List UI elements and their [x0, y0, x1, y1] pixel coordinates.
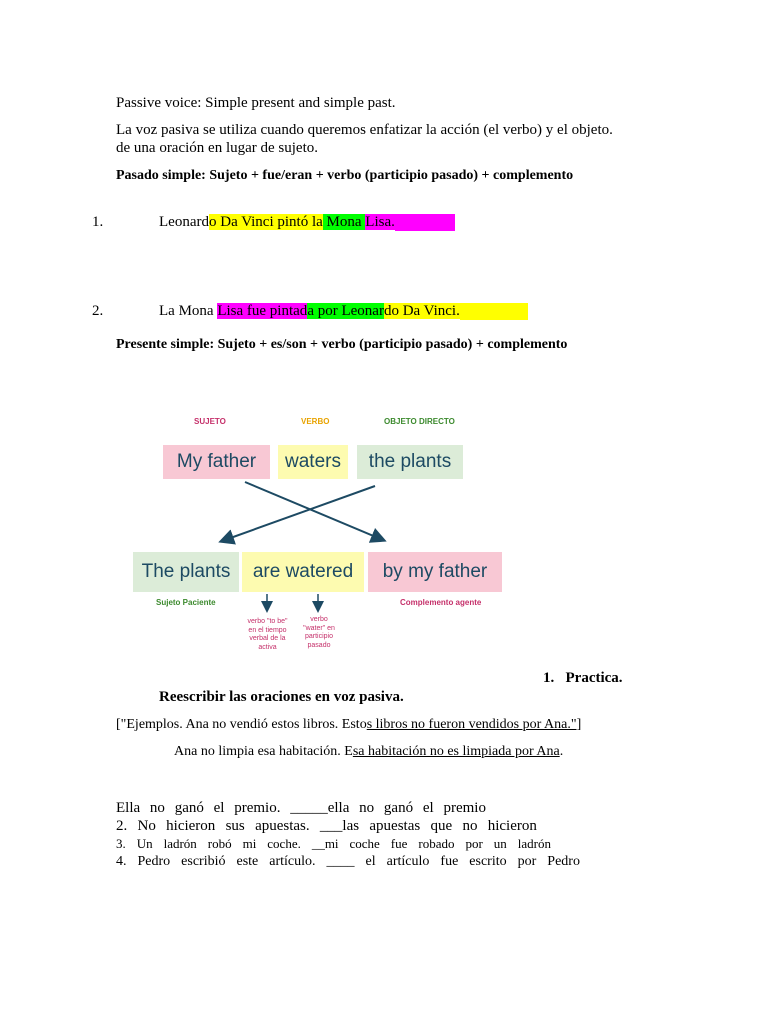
- box-the-plants: the plants: [357, 445, 463, 479]
- label-objeto-directo: OBJETO DIRECTO: [384, 417, 455, 426]
- note-water: verbo "water" en participio pasado: [303, 616, 335, 649]
- ex2-part-4: do Da Vinci.: [383, 303, 460, 319]
- note-to-be: verbo "to be" en el tiempo verbal de la activa: [247, 618, 288, 651]
- exercise-line-2: 2. No hicieron sus apuestas. ___las apuestas que no hicieron: [116, 818, 537, 834]
- practica-title: Practica.: [565, 670, 623, 686]
- ex2-part-3: a por Leonar: [307, 303, 384, 319]
- ex2-part-2: Lisa fue pintad: [217, 303, 308, 319]
- ex2-highlight-tail: [460, 303, 528, 320]
- box-my-father: My father: [163, 445, 270, 479]
- ex1-part-4: Lisa.: [365, 214, 395, 230]
- example-2-sentence: [159, 303, 528, 320]
- ex2-part-1: La Mona: [159, 303, 218, 319]
- passive-voice-diagram: [130, 410, 510, 660]
- present-simple-rule: Presente simple: Sujeto + es/son + verbo (participio pasado) + complemento: [116, 337, 568, 352]
- example-1-sentence: [159, 214, 455, 231]
- box-by-my-father: by my father: [368, 552, 502, 592]
- box-are-watered: are watered: [242, 552, 364, 592]
- example-2-number: 2.: [92, 303, 104, 319]
- past-simple-rule: Pasado simple: Sujeto + fue/eran + verbo (participio pasado) + complemento: [116, 168, 574, 183]
- box-the-plants-bottom: The plants: [133, 552, 239, 592]
- label-verbo: VERBO: [301, 417, 330, 426]
- caption-complemento-agente: Complemento agente: [400, 598, 482, 607]
- intro-line-2: de una oración en lugar de sujeto.: [116, 140, 319, 156]
- ex1-part-1: Leonard: [159, 214, 209, 230]
- intro-line-1: La voz pasiva se utiliza cuando queremos enfatizar la acción (el verbo) y el objeto.: [116, 122, 613, 138]
- caption-sujeto-paciente: Sujeto Paciente: [156, 598, 216, 607]
- example-1-number: 1.: [92, 214, 104, 230]
- ex1-part-2: o Da Vinci pintó la: [208, 214, 323, 230]
- exercise-line-3: 3. Un ladrón robó mi coche. __mi coche fue robado por un ladrón: [116, 836, 551, 851]
- practica-instruction: Reescribir las oraciones en voz pasiva.: [159, 689, 404, 705]
- exercise-line-1: Ella no ganó el premio. _____ella no ganó el premio: [116, 800, 486, 816]
- page-heading: Passive voice: Simple present and simple past.: [116, 95, 396, 111]
- ex1-part-3: Mona: [322, 214, 366, 230]
- box-waters: waters: [278, 445, 348, 479]
- practica-number: 1.: [543, 670, 555, 686]
- example-sentence-1: ["Ejemplos. Ana no vendió estos libros. Estos libros no fueron vendidos por Ana."]: [116, 717, 582, 732]
- practica-heading: [543, 670, 623, 687]
- label-sujeto: SUJETO: [194, 417, 226, 426]
- ex1-highlight-tail: [395, 214, 455, 231]
- example-sentence-2: Ana no limpia esa habitación. Esa habitación no es limpiada por Ana.: [174, 744, 564, 759]
- exercise-line-4: 4. Pedro escribió este artículo. ____ el artículo fue escrito por Pedro: [116, 854, 580, 869]
